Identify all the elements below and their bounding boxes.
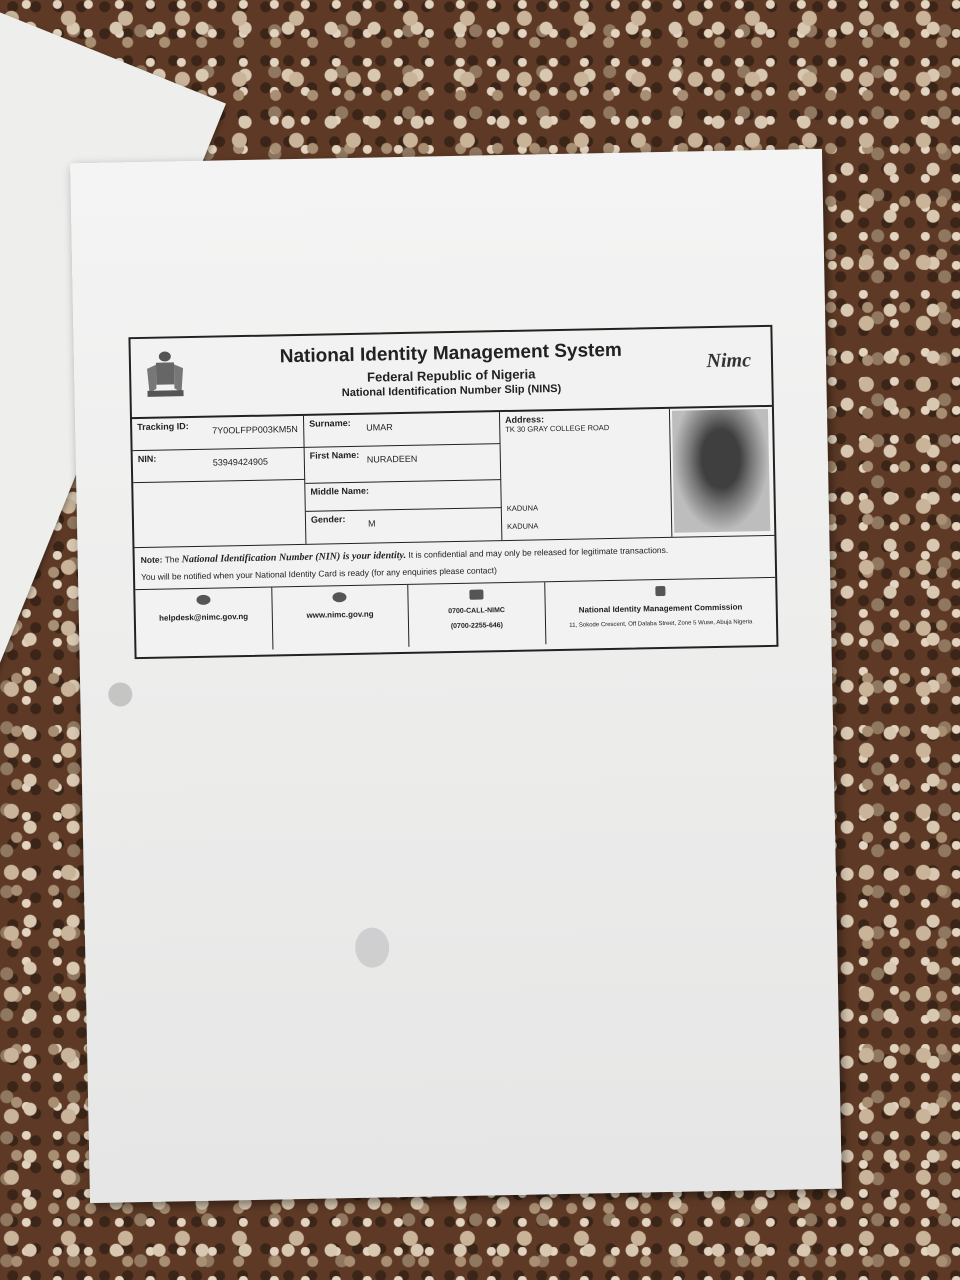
phone-text-2: (0700-2255-646) — [450, 622, 504, 631]
firstname-value: NURADEEN — [366, 453, 418, 465]
email-text: helpdesk@nimc.gov.ng — [159, 611, 249, 623]
slip-header — [130, 327, 771, 419]
phone-icon — [469, 589, 483, 599]
nin-value: 53949424905 — [212, 456, 269, 468]
surname-label: Surname: — [309, 417, 351, 429]
phone-text-1: 0700-CALL-NIMC — [448, 607, 506, 616]
surname-value: UMAR — [366, 422, 393, 433]
note-text: It is confidential and may only be released for legitimate transactions. — [408, 544, 669, 560]
surname-cell — [304, 412, 501, 448]
firstname-cell — [305, 444, 502, 484]
address-line-1: TK 30 GRAY COLLEGE ROAD — [505, 423, 610, 435]
firstname-label: First Name: — [309, 449, 360, 461]
gender-cell — [306, 508, 503, 544]
gender-label: Gender: — [310, 514, 346, 525]
note-line-2: You will be notified when your National Identity Card is ready (for any enquiries please contact) — [140, 565, 498, 583]
email-contact — [135, 588, 273, 653]
phone-contact — [408, 582, 546, 647]
middlename-cell — [305, 480, 502, 512]
address-cell — [500, 409, 672, 540]
building-icon — [655, 586, 665, 596]
page-title: National Identity Management System — [279, 339, 623, 368]
printed-paper — [70, 149, 842, 1203]
address-line-2: KADUNA — [506, 503, 539, 513]
nimc-logo: Nimc — [706, 349, 752, 373]
country-name: Federal Republic of Nigeria — [366, 366, 536, 385]
nin-slip — [128, 325, 778, 659]
website-text: www.nimc.gov.ng — [306, 609, 374, 620]
tracking-label: Tracking ID: — [137, 421, 189, 433]
email-icon — [196, 595, 210, 605]
note-the: The — [164, 554, 180, 565]
note-emphasis: National Identification Number (NIN) is your identity. — [181, 549, 407, 566]
org-address: 11, Sokode Crescent, Off Dalaba Street, Zone 5 Wuse, Abuja Nigeria — [569, 619, 753, 629]
globe-icon — [333, 592, 347, 602]
coat-of-arms-icon — [143, 348, 188, 399]
nin-cell — [133, 448, 306, 483]
office-contact — [545, 578, 777, 644]
nin-label: NIN: — [137, 453, 157, 465]
website-contact — [272, 585, 410, 650]
tracking-cell — [132, 416, 305, 451]
middlename-label: Middle Name: — [310, 485, 370, 497]
contact-footer — [135, 578, 776, 652]
address-line-3: KADUNA — [507, 521, 539, 531]
ink-smudge — [108, 682, 132, 706]
address-label: Address: — [504, 414, 545, 426]
blank-cell — [133, 480, 306, 547]
gender-value: M — [367, 518, 376, 529]
slip-name: National Identification Number Slip (NINS) — [341, 382, 562, 400]
fingerprint-smudge — [355, 927, 390, 968]
details-grid — [132, 407, 774, 548]
org-name: National Identity Management Commission — [578, 602, 743, 615]
tracking-value: 7Y0OLFPP003KM5N — [212, 423, 298, 436]
passport-photo — [672, 409, 770, 533]
note-label: Note: — [140, 554, 163, 566]
